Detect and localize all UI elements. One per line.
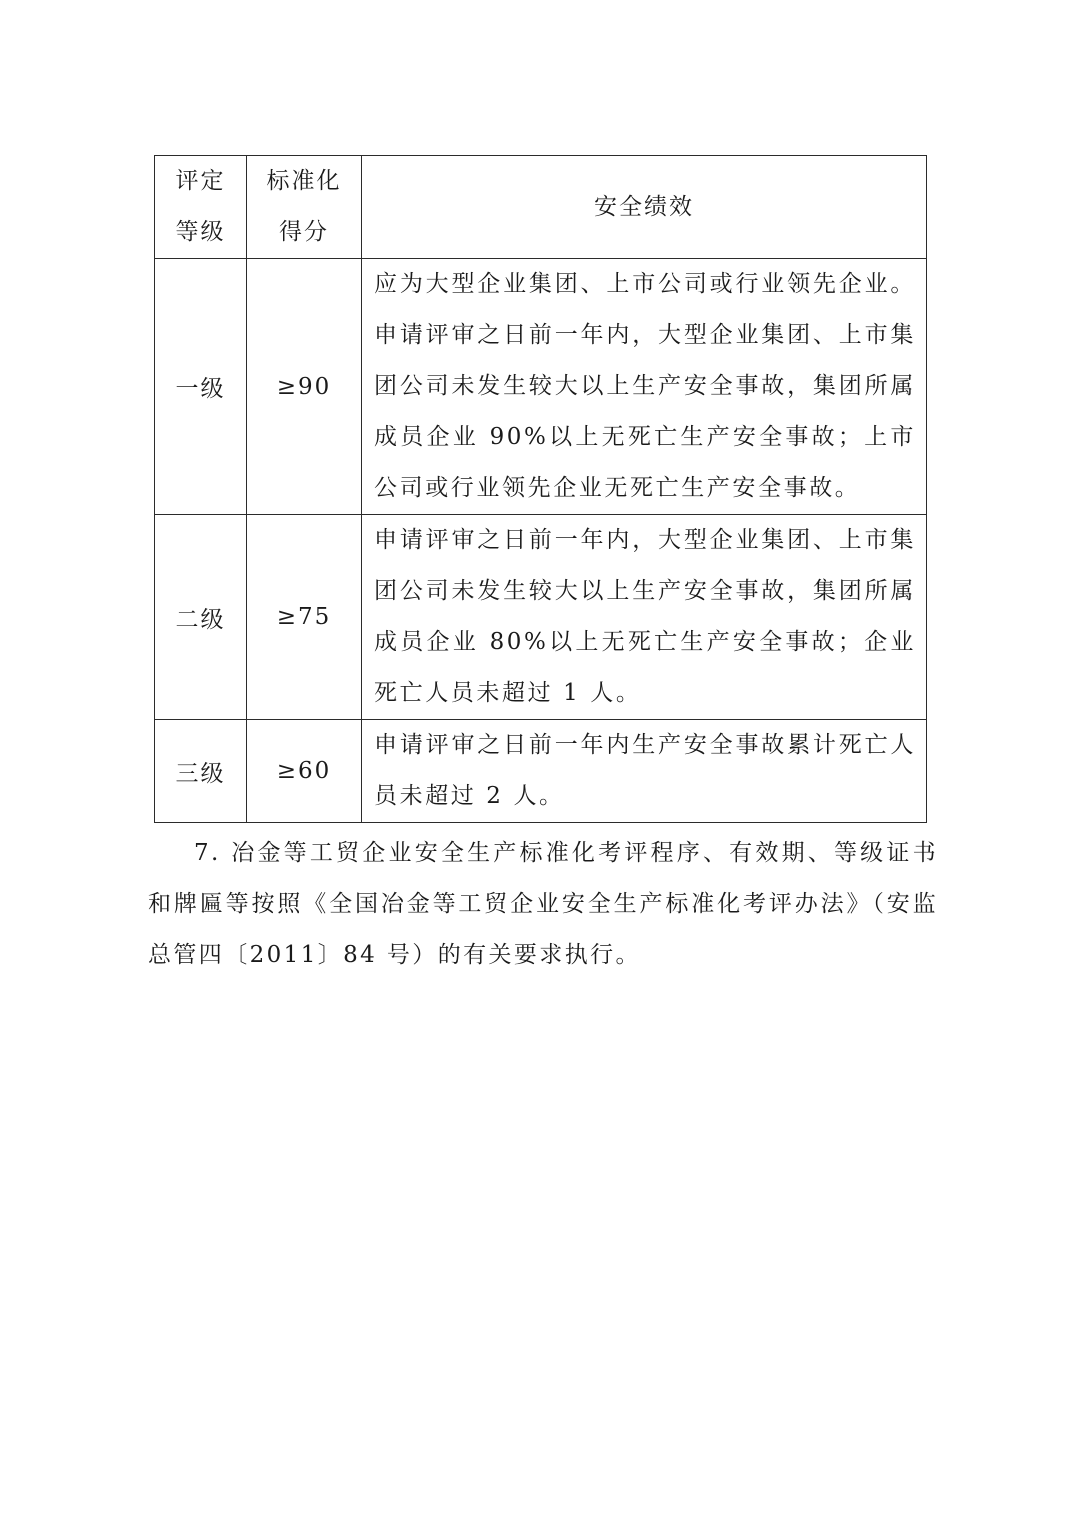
performance-cell: 申请评审之日前一年内，大型企业集团、上市集团公司未发生较大以上生产安全事故，集团所属成员企业 80%以上无死亡生产安全事故；企业死亡人员未超过 1 人。 [362,515,927,720]
table-row [155,259,927,515]
grade-cell: 三级 [155,720,247,823]
table-header-row [155,156,927,259]
body-paragraph: 7. 冶金等工贸企业安全生产标准化考评程序、有效期、等级证书和牌匾等按照《全国冶金等工贸企业安全生产标准化考评办法》（安监总管四〔2011〕84 号）的有关要求执行。 [148,840,938,968]
grade-cell: 二级 [155,515,247,720]
score-cell: ≥60 [247,720,362,823]
header-score-line2: 得分 [279,219,329,245]
score-cell: ≥90 [247,259,362,515]
performance-cell: 应为大型企业集团、上市公司或行业领先企业。申请评审之日前一年内，大型企业集团、上市集团公司未发生较大以上生产安全事故，集团所属成员企业 90%以上无死亡生产安全事故；上市公司或行业领先企业无死亡生产安全事故。 [362,259,927,515]
header-grade [155,156,247,259]
header-score-line1: 标准化 [266,168,342,194]
safety-grade-table [154,155,927,823]
score-cell: ≥75 [247,515,362,720]
header-grade-line2: 等级 [175,219,226,245]
grade-cell: 一级 [155,259,247,515]
header-grade-line1: 评定 [175,168,226,194]
table-row [155,720,927,823]
table-row [155,515,927,720]
header-performance: 安全绩效 [362,156,927,259]
performance-cell: 申请评审之日前一年内生产安全事故累计死亡人员未超过 2 人。 [362,720,927,823]
header-score [247,156,362,259]
